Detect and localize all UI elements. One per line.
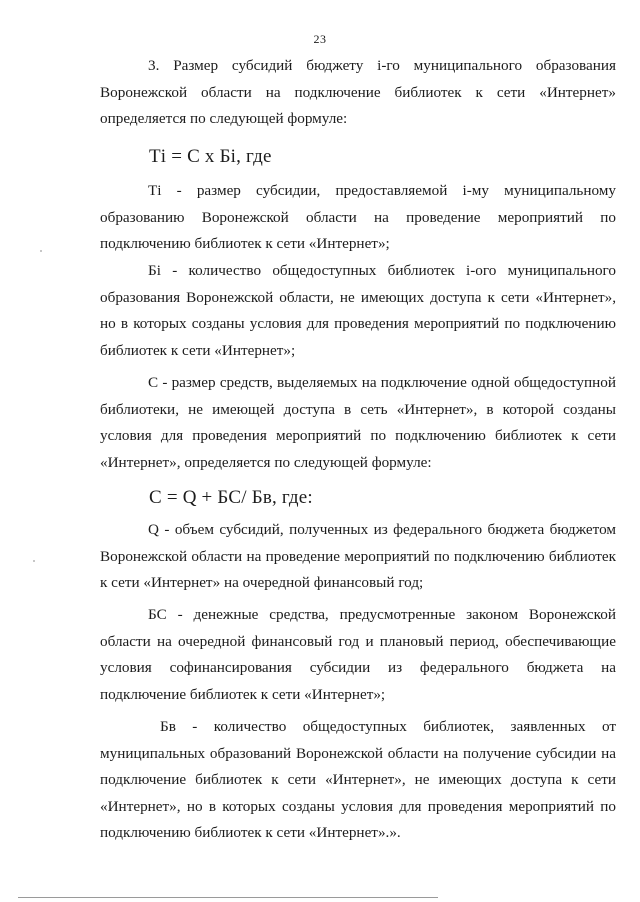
paragraph-q-definition: Q - объем субсидий, полученных из федерального бюджета бюджетом Воронежской области на проведение мероприятий по подключению библиотек к сети «Интернет» на очередной финансовый год; (100, 521, 616, 591)
scan-edge-line (18, 897, 438, 898)
paragraph-bi-definition: Бi - количество общедоступных библиотек i-ого муниципального образования Воронежской области, не имеющих доступа к сети «Интернет», но в которых созданы условия для проведения мероприятий по подключению библиотек к сети «Интернет»; (100, 262, 616, 359)
paragraph-bs-definition: БС - денежные средства, предусмотренные законом Воронежской области на очередной финансовый год и плановый период, обеспечивающие условия софинансирования субсидии из федерального бюджета на подключение библиотек к сети «Интернет»; (100, 606, 616, 703)
formula-c: С = Q + БС/ Бв, где: (149, 487, 313, 508)
page-number: 23 (313, 32, 327, 46)
scan-speck (40, 250, 42, 252)
formula-ti: Тi = С х Бi, где (149, 146, 272, 167)
scan-speck (33, 560, 35, 562)
paragraph-subsidy-size: 3. Размер субсидий бюджету i-го муниципального образования Воронежской области на подключение библиотек к сети «Интернет» определяется по следующей формуле: (100, 57, 616, 127)
paragraph-bv-definition: Бв - количество общедоступных библиотек, заявленных от муниципальных образований Воронежской области на получение субсидии на подключение библиотек к сети «Интернет», не имеющих доступа к сети «Интернет», но в которых созданы условия для проведения мероприятий по подключению библиотек к сети «Интернет».». (100, 718, 616, 841)
paragraph-ti-definition: Тi - размер субсидии, предоставляемой i-му муниципальному образованию Воронежской области на проведение мероприятий по подключению библиотек к сети «Интернет»; (100, 182, 616, 252)
paragraph-c-definition: С - размер средств, выделяемых на подключение одной общедоступной библиотеки, не имеющей доступа в сеть «Интернет», в которой созданы условия для проведения мероприятий по подключению библиотек к сети «Интернет», определяется по следующей формуле: (100, 374, 616, 471)
